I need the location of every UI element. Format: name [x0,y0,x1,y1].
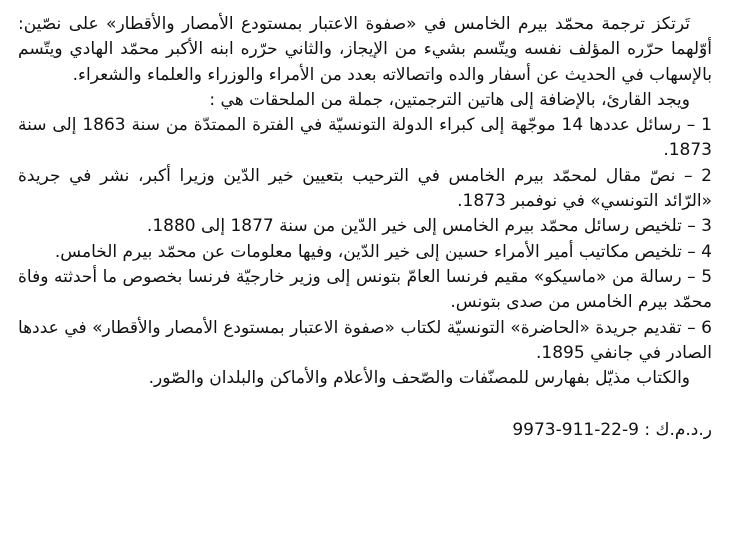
appendix-item [18,113,712,164]
appendix-number: 4 [701,241,712,262]
appendix-text: – رسائل عددها 14 موجّهة إلى كبراء الدولة التونسيّة في الفترة الممتدّة من سنة 1863 إلى سنة 1873. [18,115,712,161]
isbn-label: ر.د.م.ك : [644,420,712,441]
appendix-number: 1 [701,115,712,136]
appendix-text: – نصّ مقال لمحمّد بيرم الخامس في الترحيب بتعيين خير الدّين وزيرا أكبر، نشر في جريدة «الرّائد التونسي» في نوفمبر 1873. [18,165,712,212]
appendix-item [18,265,712,316]
appendix-list [18,113,712,366]
intro-paragraph: تَرتكز ترجمة محمّد بيرم الخامس في «صفوة الاعتبار بمستودع الأمصار والأقطار» على نصّين: أوّلهما حرّره المؤلف نفسه ويتّسم بشيء من الإيجاز، والثاني حرّره ابنه الأكبر محمّد الهادي ويتّسم بالإسهاب في الحديث عن أسفار والده واتصالاته بعدد من الأمراء والوزراء والعلماء والشعراء. [18,14,712,85]
appendix-item [18,240,712,265]
appendix-number: 6 [701,317,712,338]
appendix-intro: ويجد القارئ، بالإضافة إلى هاتين الترجمتين، جملة من الملحقات هي : [209,89,690,110]
appendix-text: – تلخيص مكاتيب أمير الأمراء حسين إلى خير الدّين، وفيها معلومات عن محمّد بيرم الخامس. [54,241,696,262]
appendix-item [18,316,712,367]
isbn-number: 9973-911-22-9 [512,420,639,441]
appendix-number: 3 [701,216,712,237]
appendix-number: 2 [701,165,712,186]
isbn-line [18,418,712,443]
appendix-item [18,164,712,215]
appendix-text: – تقديم جريدة «الحاضرة» التونسيّة لكتاب «صفوة الاعتبار بمستودع الأمصار والأقطار» في عددها الصادر في جانفي 1895. [18,317,712,363]
appendix-text: – تلخيص رسائل محمّد بيرم الخامس إلى خير الدّين من سنة 1877 إلى 1880. [146,216,696,237]
appendix-text: – رسالة من «ماسيكو» مقيم فرنسا العامّ بتونس إلى وزير خارجيّة فرنسا بخصوص ما أحدثته وفاة محمّد بيرم الخامس من صدى بتونس. [18,266,712,313]
appendix-number: 5 [701,266,713,287]
appendix-item [18,214,712,239]
closing-paragraph: والكتاب مذيّل بفهارس للمصنّفات والصّحف والأعلام والأماكن والبلدان والصّور. [148,368,690,389]
